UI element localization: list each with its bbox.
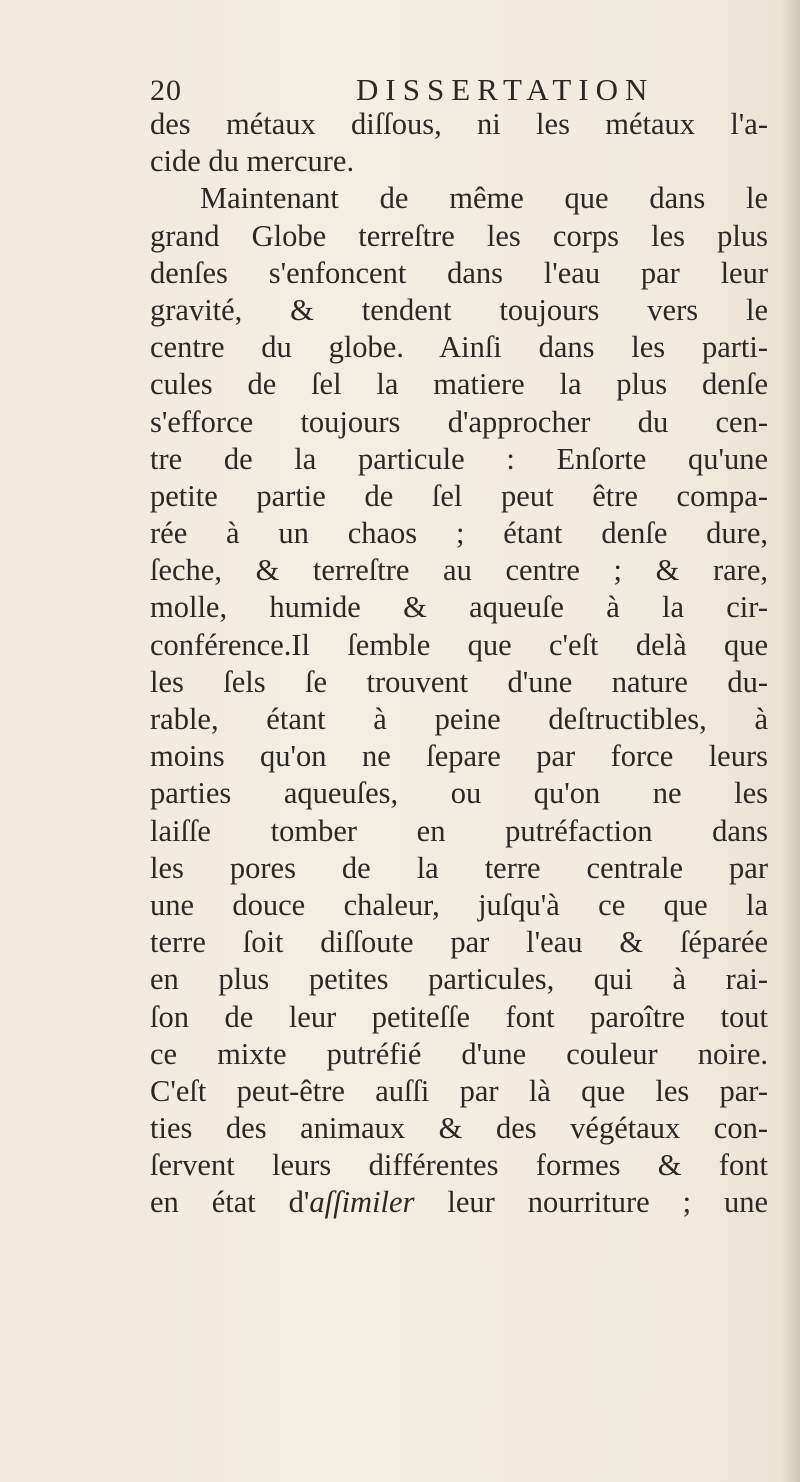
text-line: gravité, & tendent toujours vers le [150, 292, 768, 327]
text-line: moins qu'on ne ſepare par force leurs [150, 739, 768, 774]
italic-word: aſſimiler [309, 1185, 415, 1220]
text-line: denſes s'enfoncent dans l'eau par leur [150, 255, 768, 290]
text-line: C'eſt peut-être auſſi par là que les par- [150, 1073, 768, 1108]
text-line: ſervent leurs différentes formes & font [150, 1148, 768, 1183]
text-line: cide du mercure. [150, 144, 355, 179]
text-line: conférence.Il ſemble que c'eſt delà que [150, 627, 768, 662]
text-line: molle, humide & aqueuſe à la cir- [150, 590, 768, 625]
text-line: les ſels ſe trouvent d'une nature du- [150, 664, 768, 699]
text-line: parties aqueuſes, ou qu'on ne les [150, 776, 768, 811]
text-line: ſon de leur petiteſſe font paroître tout [150, 999, 768, 1034]
text-line: petite partie de ſel peut être compa- [150, 478, 768, 513]
text-line: laiſſe tomber en putréfaction dans [150, 813, 768, 848]
text-span: leur nourriture ; une [414, 1185, 768, 1220]
text-line [150, 1184, 768, 1221]
text-line: ties des animaux & des végétaux con- [150, 1111, 768, 1146]
text-line: Maintenant de même que dans le [200, 181, 768, 216]
text-line: rable, étant à peine deſtructibles, à [150, 702, 768, 736]
text-line: des métaux diſſous, ni les métaux l'a- [150, 107, 768, 141]
text-body [150, 106, 768, 1222]
text-line: en plus petites particules, qui à rai- [150, 962, 768, 997]
text-line: tre de la particule : Enſorte qu'une [150, 441, 768, 476]
text-line: les pores de la terre centrale par [150, 850, 768, 885]
text-line: ce mixte putréfié d'une couleur noire. [150, 1036, 768, 1071]
text-line: rée à un chaos ; étant denſe dure, [150, 516, 768, 551]
text-span: en état d' [150, 1185, 310, 1220]
text-line: cules de ſel la matiere la plus denſe [150, 367, 768, 402]
page-number: 20 [150, 74, 182, 107]
text-line: une douce chaleur, juſqu'à ce que la [150, 887, 768, 922]
text-line: s'efforce toujours d'approcher du cen- [150, 404, 768, 439]
running-title: DISSERTATION [356, 72, 655, 107]
text-line: terre ſoit diſſoute par l'eau & ſéparée [150, 925, 768, 960]
page-edge-shadow [782, 0, 800, 1482]
text-line: centre du globe. Ainſi dans les parti- [150, 330, 768, 365]
text-line: ſeche, & terreſtre au centre ; & rare, [150, 553, 768, 588]
text-line: grand Globe terreſtre les corps les plus [150, 218, 768, 253]
